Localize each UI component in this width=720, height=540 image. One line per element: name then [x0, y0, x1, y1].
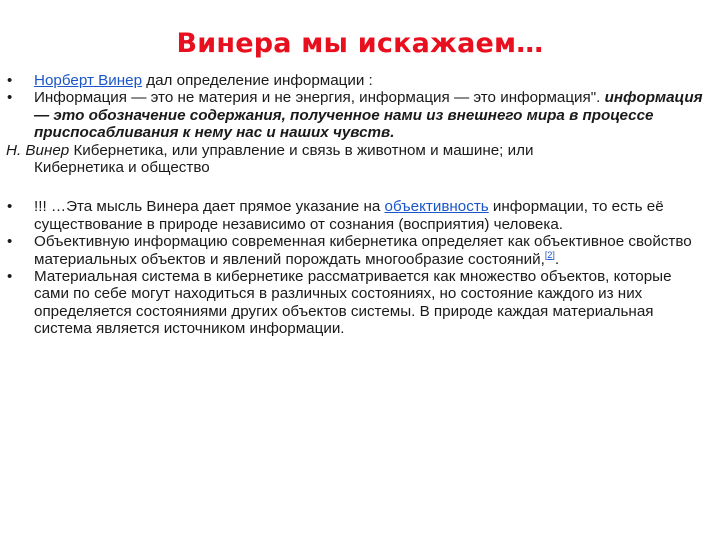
bullet-item-objectivity — [6, 198, 706, 233]
bullet-text: !!! …Эта мысль Винера дает прямое указание на — [34, 198, 385, 216]
bullet-text: информации, то есть её существование в природе независимо от сознания (восприятия) человека. — [34, 198, 664, 233]
bullet-text: Материальная система в кибернетике рассматривается как множество объектов, которые сами по себе могут находиться в различных состояниях, но состояние каждого из них определяется состояниями других объектов системы. В природе каждая материальная система является источником информации. — [34, 268, 672, 338]
reference-line-2: Кибернетика и общество — [34, 159, 210, 177]
footnote-link[interactable]: [2] — [544, 249, 555, 260]
bullet-marker: • — [7, 72, 13, 89]
bullet-item-material-system — [6, 268, 706, 338]
bullet-text: Объективную информацию современная кибернетика определяет как объективное свойство материальных объектов и явлений порождать многообразие состояний, — [34, 233, 692, 268]
bullet-item-cybernetics-definition — [6, 233, 706, 268]
objectivity-link[interactable]: объективность — [384, 198, 489, 216]
wiener-link[interactable]: Норберт Винер — [34, 72, 143, 89]
bullet-text: дал определение информации : — [142, 72, 373, 89]
reference-line — [6, 142, 706, 159]
bullet-text-end: . — [554, 250, 560, 268]
spacer — [6, 176, 706, 198]
bullet-marker: • — [7, 89, 13, 107]
bullet-marker: • — [7, 233, 13, 251]
reference-author: Н. Винер — [6, 141, 70, 159]
quote-italic-text: информация — это обозначение содержания, полученное нами из внешнего мира в процессе приспосабливания к нему нас и наших чувств. — [34, 89, 703, 142]
slide-body — [6, 72, 706, 338]
reference-title: Кибернетика, или управление и связь в животном и машине; или — [69, 141, 534, 159]
slide-title: Винера мы искажаем… — [176, 28, 544, 59]
bullet-marker: • — [7, 268, 13, 286]
bullet-item-information-quote — [6, 89, 706, 141]
bullet-marker: • — [7, 198, 13, 216]
bullet-item-wiener-definition — [6, 72, 706, 89]
quote-text: Информация — это не материя и не энергия, информация — это информация". — [34, 89, 605, 107]
